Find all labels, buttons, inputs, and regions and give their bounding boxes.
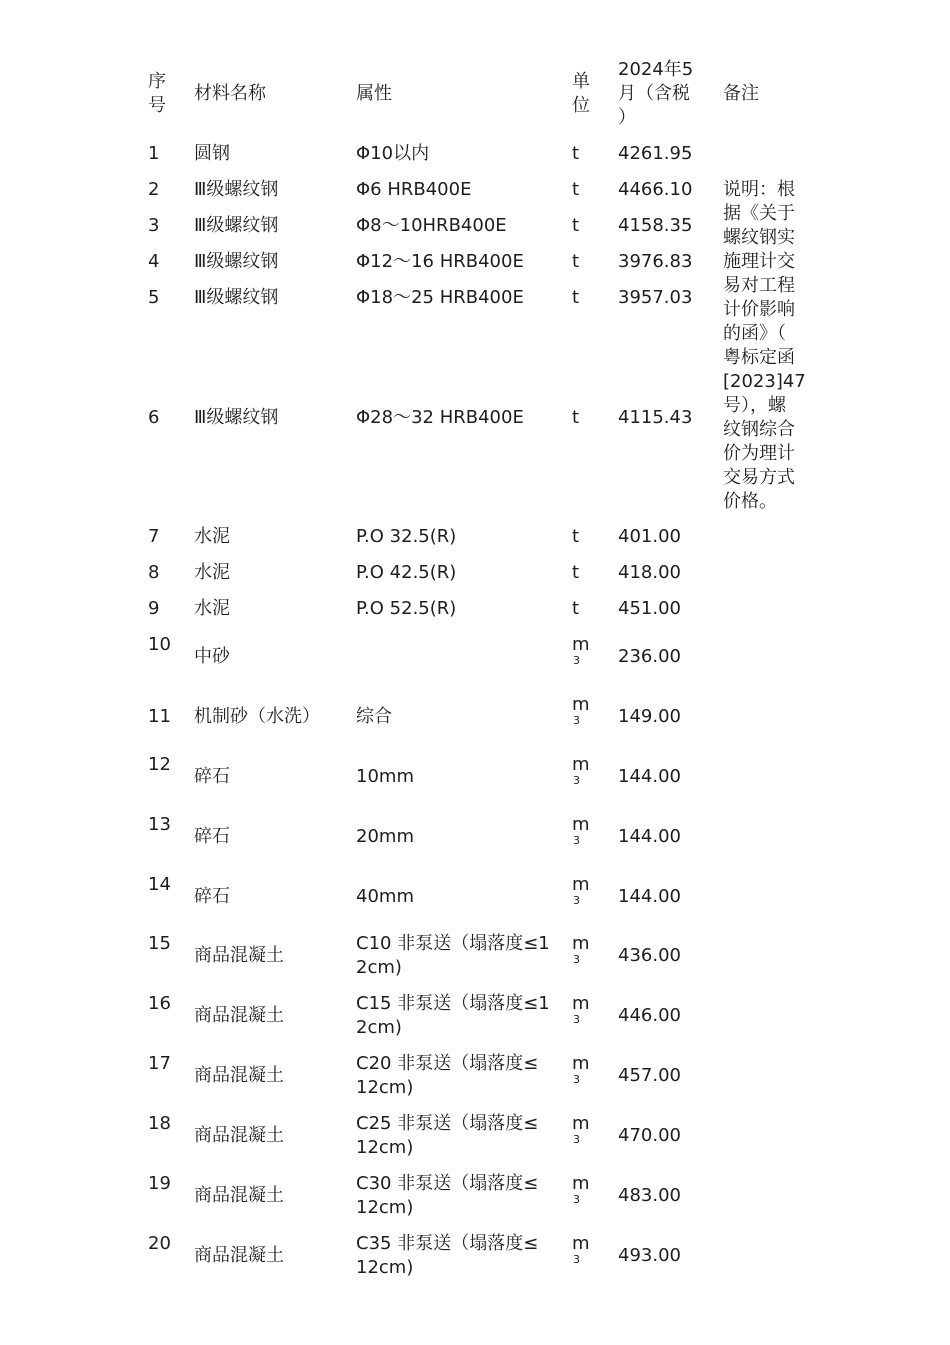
row-index: 20: [148, 1233, 171, 1254]
row-material-name: 商品混凝土: [194, 1125, 284, 1146]
row-unit: m: [572, 1113, 590, 1134]
note-line: 的函》（: [723, 323, 786, 344]
row-attribute: C20 非泵送（塌落度≤: [356, 1053, 539, 1074]
row-material-name: 碎石: [194, 766, 230, 787]
row-material-name: 碎石: [194, 826, 230, 847]
row-attribute: P.O 42.5(R): [356, 562, 457, 583]
note-line: 粤标定函: [723, 347, 795, 368]
row-attribute-line2: 2cm): [356, 957, 402, 978]
row-index: 10: [148, 634, 171, 655]
row-unit: m: [572, 874, 590, 895]
row-material-name: Ⅲ级螺纹钢: [194, 215, 279, 236]
row-index: 6: [148, 407, 160, 428]
row-price: 457.00: [618, 1065, 681, 1086]
row-material-name: 商品混凝土: [194, 1185, 284, 1206]
header-unit-1: 单: [572, 71, 590, 92]
row-unit: m: [572, 993, 590, 1014]
note-line: 易对工程: [723, 275, 795, 296]
note-line: 价格。: [723, 491, 777, 512]
row-unit: t: [572, 526, 580, 547]
row-price: 144.00: [618, 886, 681, 907]
row-attribute: 综合: [356, 706, 392, 727]
header-index-1: 序: [148, 71, 166, 92]
row-price: 493.00: [618, 1245, 681, 1266]
row-material-name: 碎石: [194, 886, 230, 907]
header-note: 备注: [723, 83, 759, 104]
row-attribute: 20mm: [356, 826, 414, 847]
header-name: 材料名称: [194, 83, 266, 104]
row-material-name: 中砂: [194, 646, 230, 667]
row-index: 18: [148, 1113, 171, 1134]
row-material-name: 水泥: [194, 598, 230, 619]
row-unit: m: [572, 814, 590, 835]
row-material-name: Ⅲ级螺纹钢: [194, 179, 279, 200]
note-line: 说明：根: [723, 179, 795, 200]
header-index-2: 号: [148, 95, 166, 116]
row-price: 236.00: [618, 646, 681, 667]
row-unit: m: [572, 1053, 590, 1074]
row-attribute: Φ10以内: [356, 143, 430, 164]
row-material-name: Ⅲ级螺纹钢: [194, 407, 279, 428]
row-material-name: Ⅲ级螺纹钢: [194, 287, 279, 308]
row-index: 5: [148, 287, 160, 308]
note-line: [2023]47: [723, 371, 806, 392]
row-price: 4158.35: [618, 215, 693, 236]
row-price: 470.00: [618, 1125, 681, 1146]
row-index: 2: [148, 179, 160, 200]
row-price: 418.00: [618, 562, 681, 583]
row-index: 9: [148, 598, 160, 619]
row-material-name: 商品混凝土: [194, 1245, 284, 1266]
row-attribute-line2: 2cm): [356, 1017, 402, 1038]
row-index: 11: [148, 706, 171, 727]
row-unit: t: [572, 215, 580, 236]
row-index: 7: [148, 526, 160, 547]
row-attribute: P.O 52.5(R): [356, 598, 457, 619]
row-attribute: C10 非泵送（塌落度≤1: [356, 933, 550, 954]
note-line: 据《关于: [723, 203, 795, 224]
row-index: 3: [148, 215, 160, 236]
row-attribute-line2: 12cm): [356, 1077, 414, 1098]
row-unit-exponent: 3: [573, 834, 580, 847]
row-price: 451.00: [618, 598, 681, 619]
row-unit: m: [572, 1233, 590, 1254]
row-price: 446.00: [618, 1005, 681, 1026]
row-unit: m: [572, 754, 590, 775]
row-unit: m: [572, 1173, 590, 1194]
row-attribute-line2: 12cm): [356, 1197, 414, 1218]
row-attribute: Φ8～10HRB400E: [356, 215, 507, 236]
row-unit-exponent: 3: [573, 1253, 580, 1266]
note-line: 纹钢综合: [723, 419, 795, 440]
row-unit-exponent: 3: [573, 1193, 580, 1206]
row-index: 16: [148, 993, 171, 1014]
row-unit: m: [572, 634, 590, 655]
row-index: 19: [148, 1173, 171, 1194]
row-unit: t: [572, 287, 580, 308]
row-unit: m: [572, 933, 590, 954]
row-price: 401.00: [618, 526, 681, 547]
row-unit: t: [572, 598, 580, 619]
row-index: 17: [148, 1053, 171, 1074]
row-index: 12: [148, 754, 171, 775]
row-index: 8: [148, 562, 160, 583]
row-price: 4115.43: [618, 407, 693, 428]
row-unit-exponent: 3: [573, 1133, 580, 1146]
row-unit: t: [572, 251, 580, 272]
note-line: 价为理计: [723, 443, 795, 464]
row-unit-exponent: 3: [573, 953, 580, 966]
row-material-name: 商品混凝土: [194, 945, 284, 966]
row-unit: t: [572, 179, 580, 200]
row-index: 14: [148, 874, 171, 895]
row-price: 144.00: [618, 766, 681, 787]
row-attribute: Φ6 HRB400E: [356, 179, 472, 200]
row-material-name: Ⅲ级螺纹钢: [194, 251, 279, 272]
row-price: 3976.83: [618, 251, 693, 272]
row-price: 4261.95: [618, 143, 693, 164]
row-attribute: Φ18～25 HRB400E: [356, 287, 524, 308]
row-index: 15: [148, 933, 171, 954]
row-unit: t: [572, 407, 580, 428]
row-attribute: C15 非泵送（塌落度≤1: [356, 993, 550, 1014]
note-line: 交易方式: [723, 467, 795, 488]
row-index: 1: [148, 143, 160, 164]
row-attribute: Φ28～32 HRB400E: [356, 407, 524, 428]
row-unit-exponent: 3: [573, 654, 580, 667]
row-index: 4: [148, 251, 160, 272]
row-attribute: Φ12～16 HRB400E: [356, 251, 524, 272]
row-attribute: P.O 32.5(R): [356, 526, 457, 547]
row-attribute: C25 非泵送（塌落度≤: [356, 1113, 539, 1134]
row-attribute-line2: 12cm): [356, 1137, 414, 1158]
row-attribute-line2: 12cm): [356, 1257, 414, 1278]
row-index: 13: [148, 814, 171, 835]
note-line: 施理计交: [723, 251, 795, 272]
row-unit-exponent: 3: [573, 1073, 580, 1086]
header-price-1: 2024年5: [618, 59, 694, 80]
row-price: 483.00: [618, 1185, 681, 1206]
note-line: 螺纹钢实: [723, 227, 795, 248]
row-unit-exponent: 3: [573, 714, 580, 727]
row-unit-exponent: 3: [573, 894, 580, 907]
row-unit: m: [572, 694, 590, 715]
header-price-3: ）: [618, 107, 636, 128]
row-attribute: 10mm: [356, 766, 414, 787]
row-attribute: 40mm: [356, 886, 414, 907]
row-attribute: C30 非泵送（塌落度≤: [356, 1173, 539, 1194]
row-attribute: C35 非泵送（塌落度≤: [356, 1233, 539, 1254]
row-material-name: 商品混凝土: [194, 1005, 284, 1026]
row-material-name: 水泥: [194, 526, 230, 547]
row-unit-exponent: 3: [573, 774, 580, 787]
row-unit: t: [572, 562, 580, 583]
note-line: 计价影响: [723, 299, 795, 320]
row-price: 149.00: [618, 706, 681, 727]
row-material-name: 圆钢: [194, 143, 230, 164]
row-unit: t: [572, 143, 580, 164]
row-price: 436.00: [618, 945, 681, 966]
row-material-name: 商品混凝土: [194, 1065, 284, 1086]
header-attr: 属性: [356, 83, 392, 104]
header-price-2: 月（含税: [618, 83, 690, 104]
row-price: 144.00: [618, 826, 681, 847]
row-material-name: 水泥: [194, 562, 230, 583]
row-unit-exponent: 3: [573, 1013, 580, 1026]
row-price: 4466.10: [618, 179, 693, 200]
row-material-name: 机制砂（水洗）: [194, 706, 320, 727]
row-price: 3957.03: [618, 287, 693, 308]
header-unit-2: 位: [572, 95, 590, 116]
note-line: 号），螺: [723, 395, 786, 416]
